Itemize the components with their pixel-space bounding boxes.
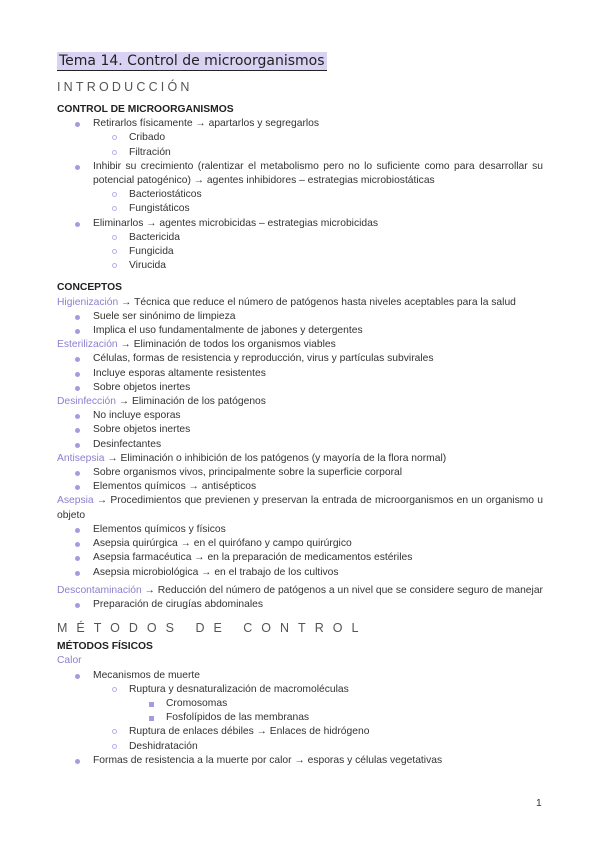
document-title: Tema 14. Control de microorganismos [59, 53, 325, 69]
list-item: Elementos químicos → antisépticos [57, 480, 543, 494]
list-item: Fosfolípidos de las membranas [57, 711, 543, 725]
list-item: Implica el uso fundamentalmente de jabones y detergentes [57, 324, 543, 338]
section-introduccion: INTRODUCCIÓN [57, 80, 193, 94]
bullet-icon [75, 542, 80, 547]
list-item: Preparación de cirugías abdominales [57, 598, 543, 612]
list-item: Asepsia quirúrgica → en el quirófano y campo quirúrgico [57, 537, 543, 551]
square-bullet-icon [149, 702, 154, 707]
concept-esterilizacion: Esterilización → Eliminación de todos los organismos viables [57, 339, 336, 351]
square-bullet-icon [149, 716, 154, 721]
concept-desinfeccion: Desinfección → Eliminación de los patógenos [57, 396, 266, 408]
list-item: Asepsia farmacéutica → en la preparación de medicamentos estériles [57, 551, 543, 565]
list-item: Células, formas de resistencia y reproducción, virus y partículas subvirales [57, 352, 543, 366]
bullet-icon [75, 443, 80, 448]
list-item: Sobre organismos vivos, principalmente sobre la superficie corporal [57, 466, 543, 480]
concept-term: Asepsia [57, 495, 94, 507]
list-item: No incluye esporas [57, 409, 543, 423]
bullet-icon [75, 414, 80, 419]
bullet-icon [75, 556, 80, 561]
circle-bullet-icon [112, 687, 117, 692]
desinfeccion-list [57, 409, 543, 452]
list-item: Ruptura y desnaturalización de macromoléculas [57, 683, 543, 697]
list-item: Inhibir su crecimiento (ralentizar el metabolismo pero no lo suficiente como para desarrollar su potencial patogénico) → agentes inhibidores – estrategias microbiostáticas [57, 160, 543, 188]
list-item: Deshidratación [57, 740, 543, 754]
concept-term: Desinfección [57, 396, 116, 408]
list-item: Filtración [57, 146, 543, 160]
bullet-icon [75, 372, 80, 377]
circle-bullet-icon [112, 235, 117, 240]
list-item: Sobre objetos inertes [57, 381, 543, 395]
bullet-icon [75, 759, 80, 764]
higienizacion-list [57, 310, 543, 338]
concept-term: Descontaminación [57, 584, 142, 596]
calor-list [57, 669, 543, 768]
list-item: Cribado [57, 131, 543, 145]
list-item: Sobre objetos inertes [57, 423, 543, 437]
descontaminacion-list [57, 598, 543, 612]
list-item: Ruptura de enlaces débiles → Enlaces de hidrógeno [57, 725, 543, 739]
conceptos-heading: CONCEPTOS [57, 282, 123, 294]
circle-bullet-icon [112, 744, 117, 749]
bullet-icon [75, 528, 80, 533]
circle-bullet-icon [112, 192, 117, 197]
concept-descontaminacion: Descontaminación → Reducción del número de patógenos a un nivel que se considere seguro de manejar [57, 584, 543, 596]
concept-term: Antisepsia [57, 452, 105, 464]
control-heading: CONTROL DE MICROORGANISMOS [57, 104, 234, 115]
circle-bullet-icon [112, 263, 117, 268]
list-item: Suele ser sinónimo de limpieza [57, 310, 543, 324]
bullet-icon [75, 357, 80, 362]
concept-asepsia: Asepsia → Procedimientos que previenen y preservan la entrada de microorganismos en un organismo u objeto [57, 495, 543, 521]
bullet-icon [75, 222, 80, 227]
list-item: Fungistáticos [57, 202, 543, 216]
bullet-icon [75, 428, 80, 433]
list-item: Incluye esporas altamente resistentes [57, 367, 543, 381]
concept-term: Higienización [57, 296, 119, 308]
list-item: Elementos químicos y físicos [57, 523, 543, 537]
asepsia-list [57, 523, 543, 580]
bullet-icon [75, 329, 80, 334]
concept-antisepsia: Antisepsia → Eliminación o inhibición de los patógenos (y mayoría de la flora normal) [57, 452, 447, 464]
list-item: Desinfectantes [57, 438, 543, 452]
page-content [57, 52, 543, 768]
bullet-icon [75, 674, 80, 679]
antisepsia-list [57, 466, 543, 494]
metodos-fisicos-heading: MÉTODOS FÍSICOS [57, 641, 153, 653]
list-item: Eliminarlos → agentes microbicidas – estrategias microbicidas [57, 217, 543, 231]
concept-term: Esterilización [57, 339, 118, 351]
circle-bullet-icon [112, 249, 117, 254]
calor-subheading: Calor [57, 655, 82, 667]
page-number: 1 [536, 798, 542, 809]
esterilizacion-list [57, 352, 543, 395]
concept-higienizacion: Higienización → Técnica que reduce el número de patógenos hasta niveles aceptables para la salud [57, 296, 516, 308]
list-item: Formas de resistencia a la muerte por calor → esporas y células vegetativas [57, 754, 543, 768]
list-item: Asepsia microbiológica → en el trabajo de los cultivos [57, 566, 543, 580]
list-item: Bactericida [57, 231, 543, 245]
bullet-icon [75, 122, 80, 127]
list-item: Bacteriostáticos [57, 188, 543, 202]
list-item: Mecanismos de muerte [57, 669, 543, 683]
bullet-icon [75, 315, 80, 320]
list-item: Virucida [57, 259, 543, 273]
list-item: Cromosomas [57, 697, 543, 711]
bullet-icon [75, 603, 80, 608]
bullet-icon [75, 571, 80, 576]
bullet-icon [75, 386, 80, 391]
bullet-icon [75, 471, 80, 476]
circle-bullet-icon [112, 150, 117, 155]
list-item: Fungicida [57, 245, 543, 259]
circle-bullet-icon [112, 729, 117, 734]
circle-bullet-icon [112, 135, 117, 140]
control-list [57, 117, 543, 273]
circle-bullet-icon [112, 206, 117, 211]
list-item: Retirarlos físicamente → apartarlos y segregarlos [57, 117, 543, 131]
bullet-icon [75, 485, 80, 490]
section-metodos: MÉTODOS DE CONTROL [57, 621, 368, 636]
bullet-icon [75, 165, 80, 170]
